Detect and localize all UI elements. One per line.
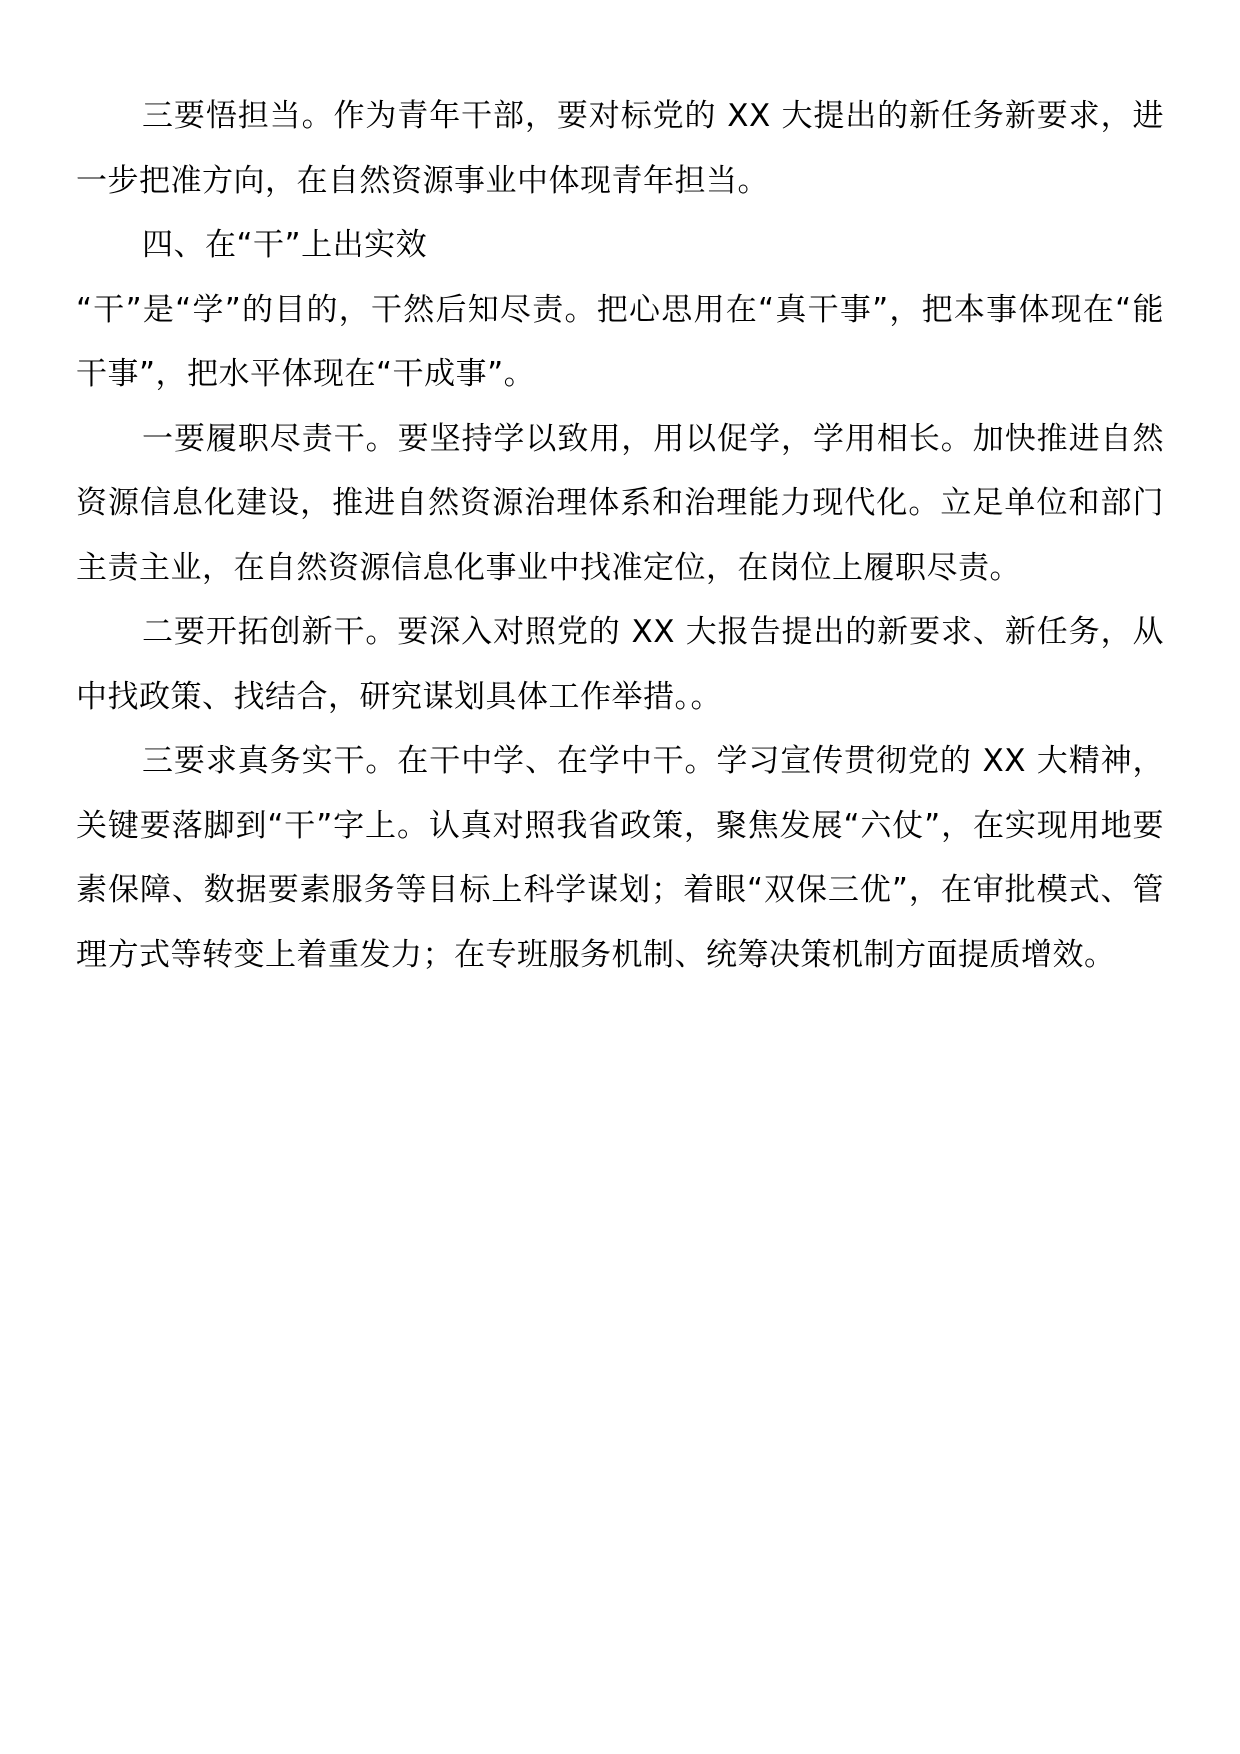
paragraph-take-responsibility: 三要悟担当。作为青年干部，要对标党的 XX 大提出的新任务新要求，进一步把准方向，在自然资源事业中体现青年担当。: [76, 98, 1164, 199]
paragraph-pragmatic: 三要求真务实干。在干中学、在学中干。学习宣传贯彻党的 XX 大精神，关键要落脚到“干”字上。认真对照我省政策，聚焦发展“六仗”，在实现用地要素保障、数据要素服务等目标上科学谋划；着眼“双保三优”，在审批模式、管理方式等转变上着重发力；在专班服务机制、统筹决策机制方面提质增效。: [76, 743, 1164, 973]
paragraph-innovate: 二要开拓创新干。要深入对照党的 XX 大报告提出的新要求、新任务，从中找政策、找结合，研究谋划具体工作举措。。: [76, 614, 1164, 715]
document-page: [76, 84, 1164, 987]
paragraph-perform-duties: 一要履职尽责干。要坚持学以致用，用以促学，学用相长。加快推进自然资源信息化建设，推进自然资源治理体系和治理能力现代化。立足单位和部门主责主业，在自然资源信息化事业中找准定位，在岗位上履职尽责。: [76, 420, 1164, 586]
paragraph-gan-intro: “干”是“学”的目的，干然后知尽责。把心思用在“真干事”，把本事体现在“能干事”，把水平体现在“干成事”。: [76, 291, 1164, 392]
section-heading-four: 四、在“干”上出实效: [142, 227, 428, 263]
